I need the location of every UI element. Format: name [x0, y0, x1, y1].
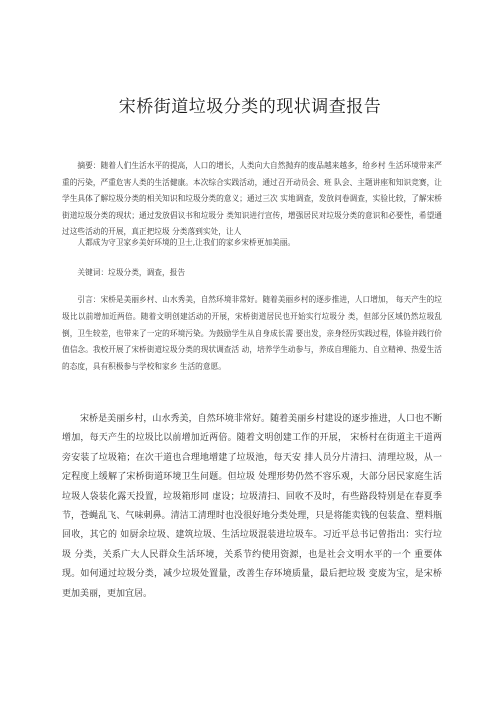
document-title: 宋桥街道垃圾分类的现状调查报告 [118, 97, 382, 117]
main-body-paragraph: 宋桥是美丽乡村，山水秀美，自然环境非常好。随着美丽乡村建设的逐步推进，人口也不断增加，每天产生的垃圾比以前增加近两倍。随着文明创建工作的开展， 宋桥村在街道主干道两旁安装了垃圾箱；在次干道也合理地增建了垃圾池，每天安 排人员分片清扫、清理垃圾，从一定程度上缓解了宋桥街道环境卫生问题。但垃圾 处理形势仍然不容乐观，大部分居民家庭生活垃圾人袋装化露天投置，垃圾箱形同 虚设；垃圾清扫、回收不及时，有些路段特别是在春夏季节，苍蝇乱飞、气味刺鼻。清洁工清理时也没很好地分类处理，只是将能卖钱的包装盒、塑料瓶回收，其它的 如厨余垃圾、建筑垃圾、生活垃圾混装进垃圾车。习近平总书记曾指出：实行垃圾 分类，关系广大人民群众生活环境，关系节约使用资源，也是社会文明水平的一个 重要体现。如何通过垃圾分类，减少垃圾处置量，改善生存环境质量，最后把垃圾 变废为宝，是宋桥更加美丽，更加宜居。 [62, 414, 442, 599]
abstract-tail-paragraph: 人都成为守卫家乡美好环境的卫士,让我们的家乡宋桥更加美丽。 [77, 238, 296, 247]
keywords-line: 关键词：垃圾分类，调查，报告 [77, 268, 186, 277]
intro-paragraph: 引言：宋桥是美丽乡村、山水秀美，自然环境非常好。随着美丽乡村的逐步推进，人口增加， 每天产生的垃圾比以前增加近两倍。随着文明创建活动的开展，宋桥街道居民也开始实行垃圾分 类，但部分区域仍然垃圾乱倒，卫生较差，也带来了一定的环境污染。为鼓励学生从自身成长需 要出发，亲身经历实践过程，体验并践行价值信念。我校开展了宋桥街道垃圾分类的现状调查活 动，培养学生动参与，养成自理能力、自立精神、热爱生活的态度，具有积极参与学校和家乡 生活的意愿。 [62, 295, 442, 372]
abstract-paragraph: 摘要：随着人们生活水平的提高，人口的增长，人类向大自然抛弃的废品越来越多，给乡村 生活环境带来严重的污染，严重危害人类的生活健康。本次综合实践活动，通过召开动员会、班 队会、主题讲座和知识竞赛，让学生具体了解垃圾分类的相关知识和垃圾分类的意义；通过三次 实地调查，发放问卷调查，实验比较，了解宋桥街道垃圾分类的现状；通过发放倡议书和垃圾分 类知识进行宣传，增强居民对垃圾分类的意识和必要性，希望通过这些活动的开展，真正把垃圾 分类落到实处，让人 [62, 161, 442, 236]
